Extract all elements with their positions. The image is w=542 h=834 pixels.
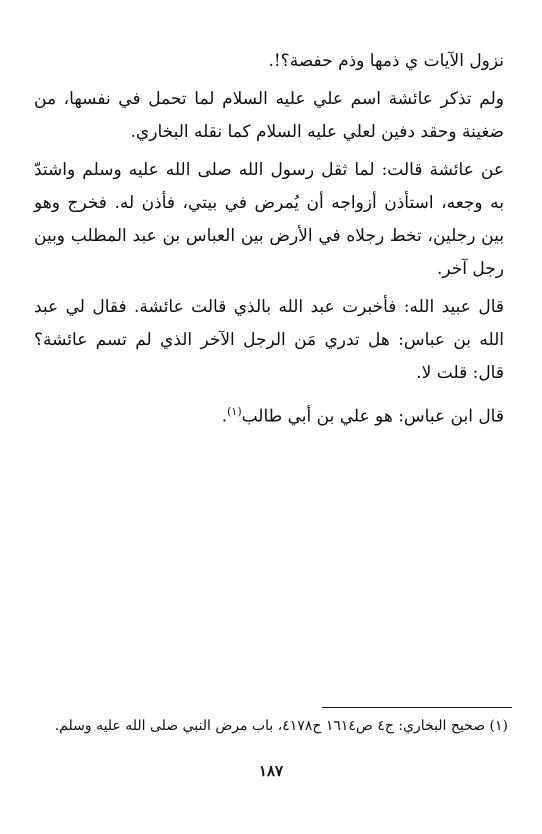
footnote-text: (١) صحيح البخاري: ج٤ ص١٦١٤ ح٤١٧٨، باب مرض النبي صلى الله عليه وسلم. — [54, 718, 508, 734]
footnote-marker: (١) — [227, 405, 242, 418]
paragraph-4: قال عبيد الله: فأخبرت عبد الله بالذي قالت عائشة. فقال لي عبد الله بن عباس: هل تدري مَن الرجل الآخر الذي لم تسم عائشة؟ قال: قلت لا. — [34, 297, 504, 383]
paragraph-2: ولم تذكر عائشة اسم علي عليه السلام لما تحمل في نفسها، من ضغينة وحقد دفين لعلي عليه السلام كما نقله البخاري. — [34, 89, 504, 142]
page-number: ١٨٧ — [258, 762, 284, 780]
body-text — [34, 45, 504, 434]
paragraph-5: قال ابن عباس: هو علي بن أبي طالب$^{(١)}$. — [221, 405, 504, 427]
footnote-divider — [322, 707, 512, 708]
paragraph-5-text: قال ابن عباس: هو علي بن أبي طالب — [241, 406, 504, 427]
paragraph-3: عن عائشة قالت: لما ثقل رسول الله صلى الله عليه وسلم واشتدّ به وجعه، استأذن أزواجه أن يُمرض في بيتي، فأذن له. فخرج وهو بين رجلين، تخط رجلاه في الأرض بين العباس بن عبد المطلب وبين رجل آخر. — [34, 160, 504, 279]
paragraph-1: نزول الآيات ي ذمها وذم حفصة؟!. — [268, 51, 504, 71]
